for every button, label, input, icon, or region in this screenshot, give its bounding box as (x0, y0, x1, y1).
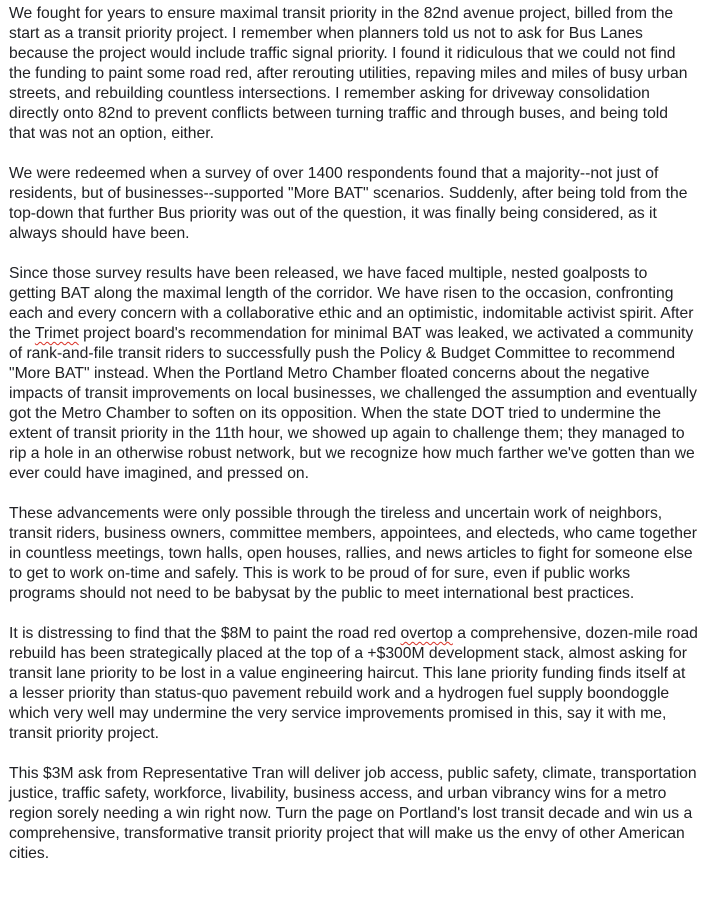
text-run: We fought for years to ensure maximal transit priority in the 82nd avenue project, billed from the start as a transit priority project. I remember when planners told us not to ask for Bus Lanes because the project would include traffic signal priority. I found it ridiculous that we could not find the funding to paint some road red, after rerouting utilities, repaving miles and miles of busy urban streets, and rebuilding countless intersections. I remember asking for driveway consolidation directly onto 82nd to prevent conflicts between turning traffic and through buses, and being told that was not an option, either. (9, 5, 688, 142)
paragraph (9, 4, 698, 144)
text-run: a comprehensive, dozen-mile road rebuild has been strategically placed at the top of a +$300M development stack, almost asking for transit lane priority to be lost in a value engineering haircut. This lane priority funding finds itself at a lesser priority than status-quo pavement rebuild work and a hydrogen fuel supply boondoggle which very well may undermine the very service improvements promised in this, say it with me, transit priority project. (9, 625, 698, 742)
text-run: This $3M ask from Representative Tran will deliver job access, public safety, climate, transportation justice, traffic safety, workforce, livability, business access, and urban vibrancy wins for a metro region sorely needing a win right now. Turn the page on Portland's lost transit decade and win us a comprehensive, transformative transit priority project that will make us the envy of other American cities. (9, 765, 697, 862)
paragraph (9, 164, 698, 244)
spellcheck-squiggle-filler (286, 901, 548, 911)
text-run: We were redeemed when a survey of over 1400 respondents found that a majority--not just of residents, but of businesses--supported "More BAT" scenarios. Suddenly, after being told from the top-down that further Bus priority was out of the question, it was finally being considered, as it always should have been. (9, 165, 688, 242)
paragraph (9, 264, 698, 484)
paragraph (9, 764, 698, 864)
text-run: It is distressing to find that the $8M to paint the road red (9, 625, 401, 642)
spellcheck-squiggle-cutoff (286, 901, 576, 911)
misspelled-word: Trimet (34, 325, 79, 342)
paragraph (9, 624, 698, 744)
misspelled-word: overtop (400, 625, 453, 642)
text-run: project board's recommendation for minimal BAT was leaked, we activated a community of rank-and-file transit riders to successfully push the Policy & Budget Committee to recommend "More BAT" instead. When the Portland Metro Chamber floated concerns about the negative impacts of transit improvements on local businesses, we challenged the assumption and eventually got the Metro Chamber to soften on its opposition. When the state DOT tried to undermine the extent of transit priority in the 11th hour, we showed up again to challenge them; they managed to rip a hole in an otherwise robust network, but we recognize how much farther we've gotten than we ever could have imagined, and pressed on. (9, 325, 698, 482)
text-run: These advancements were only possible through the tireless and uncertain work of neighbors, transit riders, business owners, committee members, appointees, and electeds, who came together in countless meetings, town halls, open houses, rallies, and news articles to fight for someone else to get to work on-time and safely. This is work to be proud of for sure, even if public works programs should not need to be babysat by the public to meet international best practices. (9, 505, 697, 602)
text-run: Since those survey results have been released, we have faced multiple, nested goalposts to getting BAT along the maximal length of the corridor. We have risen to the occasion, confronting each and every concern with a collaborative ethic and an optimistic, indomitable activist spirit. After the (9, 265, 694, 342)
paragraph (9, 504, 698, 604)
